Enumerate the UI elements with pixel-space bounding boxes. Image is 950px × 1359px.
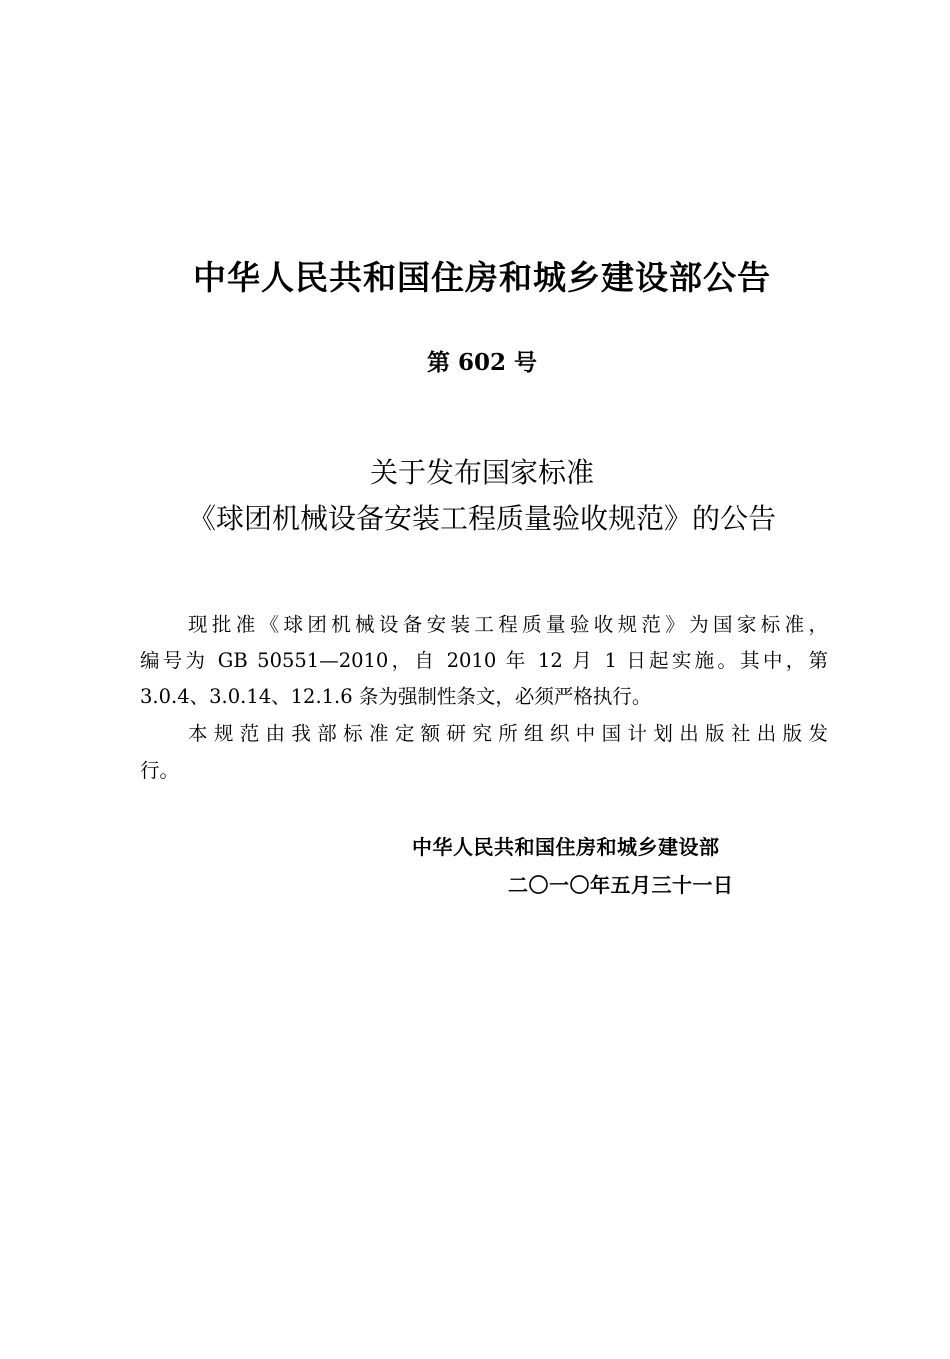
body-line-1: 现批准《球团机械设备安装工程质量验收规范》为国家标准， (188, 613, 828, 636)
subtitle-line-2: 《球团机械设备安装工程质量验收规范》的公告 (187, 502, 776, 535)
body-line-5: 行。 (140, 759, 180, 782)
announcement-title: 中华人民共和国住房和城乡建设部公告 (193, 258, 771, 297)
body-line-2: 编号为 GB 50551—2010，自 2010 年 12 月 1 日起实施。其中，第 (140, 649, 828, 672)
body-line-3: 3.0.4、3.0.14、12.1.6 条为强制性条文，必须严格执行。 (140, 685, 652, 708)
announcement-number: 第 602 号 (426, 349, 538, 376)
issue-date: 二〇一〇年五月三十一日 (508, 873, 734, 897)
issuer-signature: 中华人民共和国住房和城乡建设部 (412, 835, 720, 859)
subtitle-line-1: 关于发布国家标准 (369, 456, 594, 489)
body-line-4: 本规范由我部标准定额研究所组织中国计划出版社出版发 (188, 722, 828, 745)
